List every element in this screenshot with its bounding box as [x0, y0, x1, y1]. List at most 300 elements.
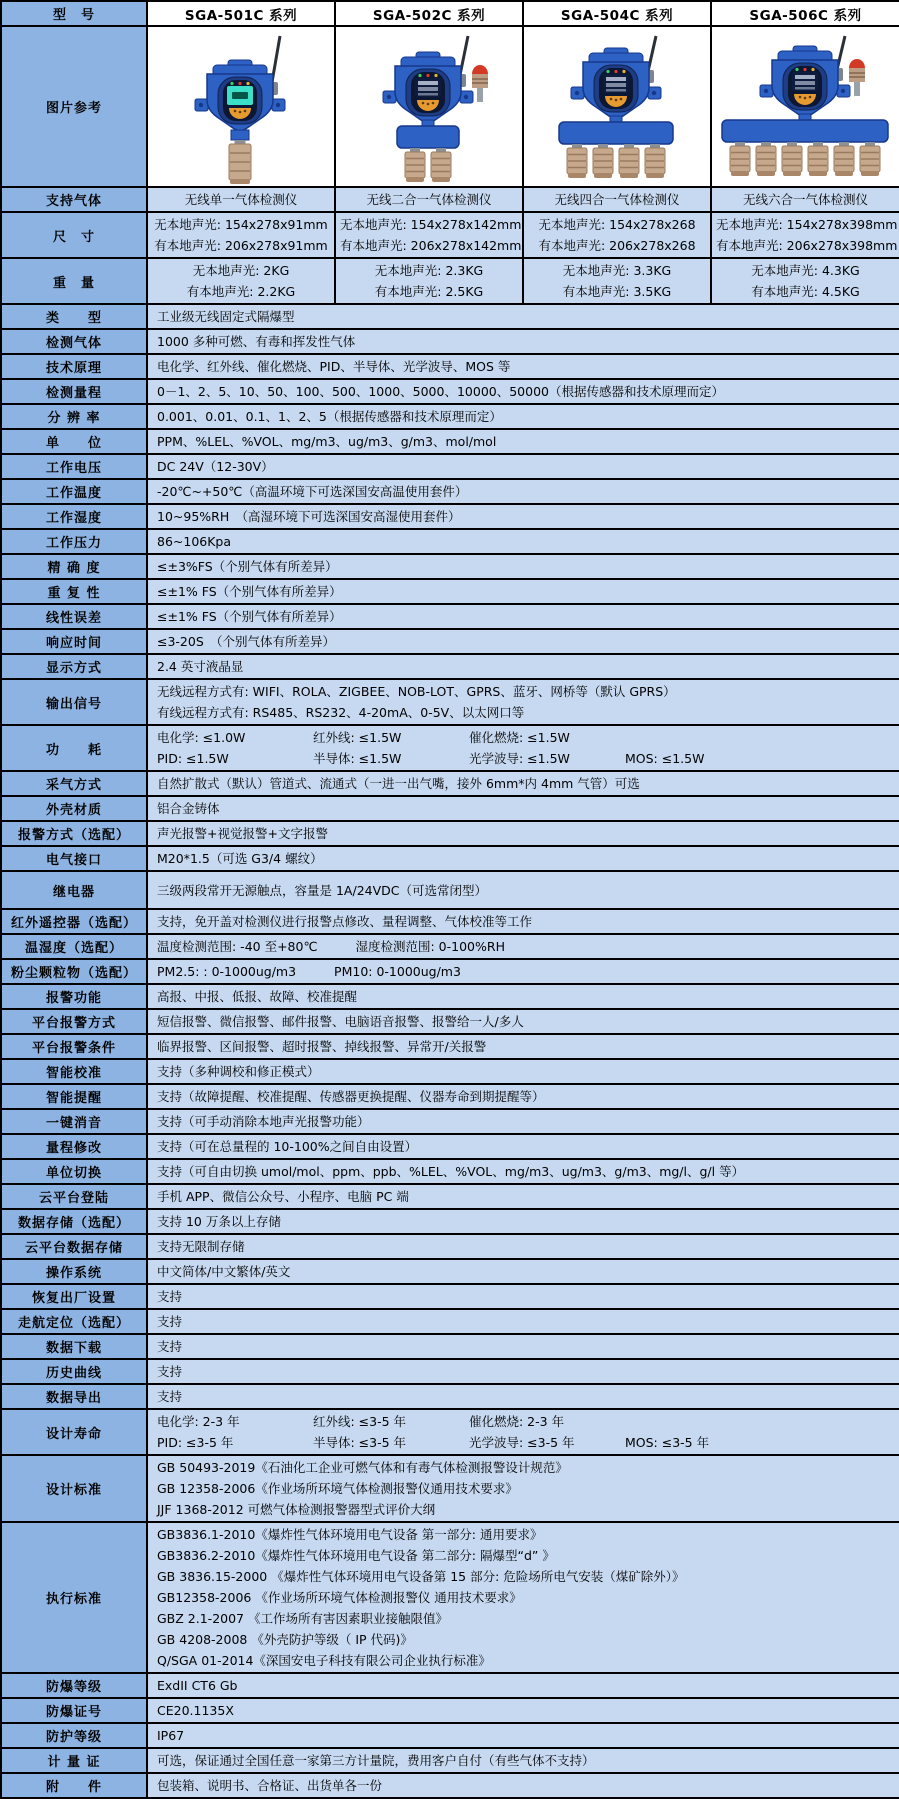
spec-value-cell	[335, 212, 523, 258]
column-row	[1, 258, 899, 304]
device-image-cell	[335, 26, 523, 187]
spec-value-cell	[147, 1359, 899, 1384]
spec-row	[1, 404, 899, 429]
value-line: ExdII CT6 Gb	[157, 1678, 238, 1693]
device-image-cell	[711, 26, 899, 187]
spec-row	[1, 1334, 899, 1359]
spec-value-cell	[147, 679, 899, 725]
value-line: GB3836.1-2010《爆炸性气体环境用电气设备 第一部分: 通用要求》	[157, 1527, 543, 1542]
sensor-head-icon	[405, 148, 425, 182]
value-line: 支持	[157, 1339, 183, 1354]
sensor-head-icon	[834, 142, 854, 176]
value-line: ≤±1% FS（个别气体有所差异）	[157, 584, 342, 599]
value-line: -20℃~+50℃（高温环境下可选深国安高温使用套件）	[157, 484, 468, 499]
value-segment: 红外线: ≤1.5W	[313, 730, 402, 745]
manifold-bar	[397, 126, 459, 148]
spec-value-cell	[147, 454, 899, 479]
value-line	[157, 748, 890, 769]
spec-row	[1, 1234, 899, 1259]
value-line: 无本地声光: 154x278x142mm	[340, 217, 522, 232]
spec-value-cell	[147, 959, 899, 984]
value-line: 支持	[157, 1289, 183, 1304]
spec-label-cell: 一键消音	[1, 1109, 147, 1134]
alarm-beacon-icon	[472, 65, 488, 102]
spec-value-cell	[147, 1723, 899, 1748]
value-line: 铝合金铸体	[157, 801, 220, 816]
spec-value-cell	[147, 984, 899, 1009]
value-segment: 半导体: ≤1.5W	[313, 751, 402, 766]
value-segment: PM10: 0-1000ug/m3	[334, 964, 461, 979]
spec-value-cell	[523, 212, 711, 258]
value-segment: 催化燃烧: 2-3 年	[469, 1414, 565, 1429]
spec-row	[1, 1059, 899, 1084]
value-line: GB3836.2-2010《爆炸性气体环境用电气设备 第二部分: 隔爆型“d” 》	[157, 1548, 555, 1563]
spec-value-cell	[147, 821, 899, 846]
spec-label-cell: 平台报警条件	[1, 1034, 147, 1059]
value-line: 无本地声光: 2.3KG	[374, 263, 484, 278]
spec-value-cell	[147, 1455, 899, 1522]
sensor-head-icon	[619, 144, 639, 178]
value-line: 支持（可手动消除本地声光报警功能）	[157, 1114, 370, 1129]
value-line: 支持无限制存储	[157, 1239, 245, 1254]
spec-row	[1, 379, 899, 404]
spec-value-cell	[147, 771, 899, 796]
sensor-head-icon	[756, 142, 776, 176]
spec-value-cell	[147, 354, 899, 379]
value-line: 无本地声光: 4.3KG	[751, 263, 860, 278]
value-line: 手机 APP、微信公众号、小程序、电脑 PC 端	[157, 1189, 409, 1204]
spec-label-cell: 计 量 证	[1, 1748, 147, 1773]
spec-label-cell: 继电器	[1, 871, 147, 909]
value-segment: MOS: ≤1.5W	[625, 751, 705, 766]
spec-value-cell	[523, 258, 711, 304]
sensor-head-icon	[860, 142, 880, 176]
sensor-head-icon	[229, 140, 251, 184]
spec-row	[1, 821, 899, 846]
value-line: 自然扩散式（默认）管道式、流通式（一进一出气嘴，接外 6mm*内 4mm 气管）可选	[157, 776, 640, 791]
value-segment: 电化学: ≤1.0W	[157, 730, 246, 745]
spec-row	[1, 1309, 899, 1334]
spec-row	[1, 959, 899, 984]
spec-value-cell	[147, 934, 899, 959]
spec-value-cell	[147, 1334, 899, 1359]
spec-label-cell: 设计标准	[1, 1455, 147, 1522]
value-line: 支持（可自由切换 umol/mol、ppm、ppb、%LEL、%VOL、mg/m3、ug/m3、g/m3、mg/l、g/l 等）	[157, 1164, 745, 1179]
spec-row	[1, 479, 899, 504]
spec-row	[1, 304, 899, 329]
value-line: Q/SGA 01-2014《深国安电子科技有限公司企业执行标准》	[157, 1653, 491, 1668]
spec-row	[1, 1184, 899, 1209]
value-line: 10~95%RH （高湿环境下可选深国安高湿使用套件）	[157, 509, 461, 524]
value-line: 中文简体/中文繁体/英文	[157, 1264, 291, 1279]
spec-value-cell	[147, 554, 899, 579]
spec-label-cell: 走航定位（选配）	[1, 1309, 147, 1334]
value-line: 三级两段常开无源触点，容量是 1A/24VDC（可选常闭型）	[157, 882, 487, 898]
value-line: 无线远程方式有: WIFI、ROLA、ZIGBEE、NOB-LOT、GPRS、蓝牙、网桥等（默认 GPRS）	[157, 684, 676, 699]
model-header-cell: SGA-504C 系列	[523, 1, 711, 26]
value-line: GB12358-2006 《作业场所环境气体检测报警仪 通用技术要求》	[157, 1590, 522, 1605]
spec-value-cell	[147, 404, 899, 429]
value-line: 无本地声光: 154x278x91mm	[154, 217, 328, 232]
spec-value-cell	[147, 1059, 899, 1084]
spec-label-cell: 单 位	[1, 429, 147, 454]
spec-row	[1, 1034, 899, 1059]
value-segment: MOS: ≤3-5 年	[625, 1435, 710, 1450]
spec-row	[1, 1522, 899, 1673]
spec-value-cell	[147, 871, 899, 909]
column-row	[1, 187, 899, 212]
spec-label-cell: 分 辨 率	[1, 404, 147, 429]
value-line: 有本地声光: 206x278x268	[538, 238, 696, 253]
spec-value-cell	[147, 1184, 899, 1209]
spec-value-cell	[147, 1234, 899, 1259]
spec-row	[1, 1748, 899, 1773]
spec-label-cell: 报警功能	[1, 984, 147, 1009]
spec-label-cell: 云平台登陆	[1, 1184, 147, 1209]
spec-value-cell	[147, 1084, 899, 1109]
value-line: GB 12358-2006《作业场所环境气体检测报警仪通用技术要求》	[157, 1481, 518, 1496]
value-line	[157, 961, 890, 982]
value-line	[157, 1411, 890, 1432]
value-segment: 催化燃烧: ≤1.5W	[469, 730, 570, 745]
column-row	[1, 212, 899, 258]
spec-label-cell: 响应时间	[1, 629, 147, 654]
value-segment: 光学波导: ≤1.5W	[469, 751, 570, 766]
value-line: 无本地声光: 154x278x268	[538, 217, 696, 232]
sensor-head-icon	[593, 144, 613, 178]
spec-row	[1, 984, 899, 1009]
value-line: 工业级无线固定式隔爆型	[157, 309, 295, 324]
spec-value-cell	[147, 1773, 899, 1798]
spec-label-cell: 历史曲线	[1, 1359, 147, 1384]
spec-row	[1, 1359, 899, 1384]
value-line: 有本地声光: 206x278x398mm	[716, 238, 898, 253]
spec-row	[1, 1009, 899, 1034]
spec-value-cell	[147, 329, 899, 354]
spec-row	[1, 1698, 899, 1723]
spec-value-cell	[147, 1522, 899, 1673]
spec-value-cell	[147, 212, 335, 258]
spec-value-cell	[147, 379, 899, 404]
value-line: ≤±1% FS（个别气体有所差异）	[157, 609, 342, 624]
spec-row	[1, 629, 899, 654]
value-segment: 半导体: ≤3-5 年	[313, 1435, 407, 1450]
spec-value-cell	[147, 629, 899, 654]
spec-label-cell: 数据导出	[1, 1384, 147, 1409]
spec-label-cell: 电气接口	[1, 846, 147, 871]
value-line: 有本地声光: 4.5KG	[751, 284, 860, 299]
value-line: 无线二合一气体检测仪	[366, 192, 492, 207]
spec-label-cell: 红外遥控器（选配）	[1, 909, 147, 934]
value-line: 高报、中报、低报、故障、校准提醒	[157, 989, 358, 1004]
spec-row	[1, 579, 899, 604]
spec-value-cell	[147, 529, 899, 554]
value-line: 有本地声光: 2.5KG	[374, 284, 484, 299]
spec-row	[1, 1259, 899, 1284]
spec-row	[1, 1773, 899, 1798]
spec-row	[1, 1409, 899, 1455]
value-line: M20*1.5（可选 G3/4 螺纹）	[157, 851, 323, 866]
spec-label-cell: 检测气体	[1, 329, 147, 354]
value-line: 支持，免开盖对检测仪进行报警点修改、量程调整、气体校准等工作	[157, 914, 533, 929]
gas-detector-6in1	[713, 28, 899, 185]
spec-value-cell	[147, 909, 899, 934]
spec-value-cell	[335, 258, 523, 304]
value-line: 支持（故障提醒、校准提醒、传感器更换提醒、仪器寿命到期提醒等）	[157, 1089, 545, 1104]
spec-value-cell	[147, 846, 899, 871]
spec-label-cell: 外壳材质	[1, 796, 147, 821]
value-line: GB 50493-2019《石油化工企业可燃气体和有毒气体检测报警设计规范》	[157, 1460, 568, 1475]
value-line: 有本地声光: 206x278x91mm	[154, 238, 328, 253]
spec-row	[1, 1109, 899, 1134]
spec-row	[1, 1159, 899, 1184]
value-line: 有本地声光: 2.2KG	[186, 284, 296, 299]
spec-value-cell	[147, 1698, 899, 1723]
value-line	[157, 1432, 890, 1453]
manifold-bar	[559, 122, 673, 144]
spec-row	[1, 909, 899, 934]
spec-label-cell: 平台报警方式	[1, 1009, 147, 1034]
spec-row	[1, 529, 899, 554]
spec-value-cell	[147, 187, 335, 212]
alarm-beacon-icon	[849, 59, 865, 96]
spec-value-cell	[147, 1284, 899, 1309]
value-line: 无本地声光: 3.3KG	[562, 263, 672, 278]
model-header-cell: SGA-501C 系列	[147, 1, 335, 26]
spec-label-cell: 智能提醒	[1, 1084, 147, 1109]
value-line: 2.4 英寸液晶显	[157, 659, 244, 674]
spec-label-cell: 粉尘颗粒物（选配）	[1, 959, 147, 984]
spec-value-cell	[147, 429, 899, 454]
spec-row	[1, 504, 899, 529]
spec-value-cell	[147, 579, 899, 604]
value-line: GB 4208-2008 《外壳防护等级（ IP 代码)》	[157, 1632, 413, 1647]
spec-row	[1, 1723, 899, 1748]
header-row	[1, 1, 899, 26]
model-column-label: 型 号	[1, 1, 147, 26]
value-segment: PM2.5: : 0-1000ug/m3	[157, 964, 297, 979]
sensor-head-icon	[645, 144, 665, 178]
spec-label-cell: 数据下载	[1, 1334, 147, 1359]
value-line: 支持	[157, 1364, 183, 1379]
value-line: IP67	[157, 1728, 185, 1743]
spec-label-cell: 工作温度	[1, 479, 147, 504]
model-header-cell: SGA-502C 系列	[335, 1, 523, 26]
spec-row	[1, 1384, 899, 1409]
value-line: 包装箱、说明书、合格证、出货单各一份	[157, 1778, 383, 1793]
spec-label-cell: 工作电压	[1, 454, 147, 479]
spec-value-cell	[147, 304, 899, 329]
spec-row	[1, 679, 899, 725]
model-header-cell: SGA-506C 系列	[711, 1, 899, 26]
spec-value-cell	[147, 1209, 899, 1234]
value-line: 支持	[157, 1314, 183, 1329]
value-line: 无本地声光: 2KG	[192, 263, 290, 278]
value-segment: PID: ≤1.5W	[157, 751, 229, 766]
spec-row	[1, 329, 899, 354]
value-line: 0－1、2、5、10、50、100、500、1000、5000、10000、50000（根据传感器和技术原理而定）	[157, 384, 724, 399]
spec-value-cell	[147, 604, 899, 629]
spec-value-cell	[147, 1748, 899, 1773]
value-segment: 红外线: ≤3-5 年	[313, 1414, 407, 1429]
spec-value-cell	[147, 1134, 899, 1159]
sensor-head-icon	[730, 142, 750, 176]
spec-label-cell: 单位切换	[1, 1159, 147, 1184]
value-line: 支持（可在总量程的 10-100%之间自由设置）	[157, 1139, 418, 1154]
value-line: GBZ 2.1-2007 《工作场所有害因素职业接触限值》	[157, 1611, 448, 1626]
spec-row	[1, 846, 899, 871]
spec-value-cell	[147, 654, 899, 679]
value-line: 电化学、红外线、催化燃烧、PID、半导体、光学波导、MOS 等	[157, 359, 511, 374]
spec-row	[1, 429, 899, 454]
spec-row	[1, 604, 899, 629]
spec-row	[1, 934, 899, 959]
value-line: ≤±3%FS（个别气体有所差异）	[157, 559, 338, 574]
spec-label-cell: 报警方式（选配）	[1, 821, 147, 846]
value-line: JJF 1368-2012 可燃气体检测报警器型式评价大纲	[157, 1502, 436, 1517]
device-image-cell	[523, 26, 711, 187]
spec-row	[1, 454, 899, 479]
spec-value-cell	[147, 1384, 899, 1409]
value-line: ≤3-20S （个别气体有所差异）	[157, 634, 336, 649]
value-line: 声光报警+视觉报警+文字报警	[157, 826, 328, 841]
spec-row	[1, 554, 899, 579]
spec-value-cell	[711, 258, 899, 304]
spec-row	[1, 771, 899, 796]
spec-value-cell	[147, 1409, 899, 1455]
spec-row	[1, 1084, 899, 1109]
spec-value-cell	[147, 258, 335, 304]
spec-label-cell: 防护等级	[1, 1723, 147, 1748]
spec-value-cell	[147, 1259, 899, 1284]
spec-label-cell: 功 耗	[1, 725, 147, 771]
spec-row	[1, 1134, 899, 1159]
value-line: GB 3836.15-2000 《爆炸性气体环境用电气设备第 15 部分: 危险场所电气安装（煤矿除外）》	[157, 1569, 685, 1584]
value-line: DC 24V（12-30V）	[157, 459, 274, 474]
value-line: 1000 多种可燃、有毒和挥发性气体	[157, 334, 356, 349]
spec-label-cell: 支持气体	[1, 187, 147, 212]
spec-label-cell: 附 件	[1, 1773, 147, 1798]
value-line: CE20.1135X	[157, 1703, 234, 1718]
spec-row	[1, 654, 899, 679]
spec-label-cell: 尺 寸	[1, 212, 147, 258]
value-line: 有本地声光: 206x278x142mm	[340, 238, 522, 253]
spec-value-cell	[523, 187, 711, 212]
sensor-head-icon	[431, 148, 451, 182]
spec-label-cell: 工作湿度	[1, 504, 147, 529]
value-segment: 光学波导: ≤3-5 年	[469, 1435, 575, 1450]
manifold-bar	[722, 120, 888, 142]
spec-label-cell: 恢复出厂设置	[1, 1284, 147, 1309]
value-line: 支持 10 万条以上存储	[157, 1214, 281, 1229]
spec-label-cell: 温湿度（选配）	[1, 934, 147, 959]
value-line: 无线四合一气体检测仪	[554, 192, 680, 207]
value-line: 无本地声光: 154x278x398mm	[716, 217, 898, 232]
spec-label-cell: 设计寿命	[1, 1409, 147, 1455]
spec-label-cell: 类 型	[1, 304, 147, 329]
value-line: PPM、%LEL、%VOL、mg/m3、ug/m3、g/m3、mol/mol	[157, 434, 497, 449]
spec-value-cell	[147, 725, 899, 771]
spec-value-cell	[147, 1109, 899, 1134]
image-row	[1, 26, 899, 187]
spec-label-cell: 量程修改	[1, 1134, 147, 1159]
spec-value-cell	[147, 479, 899, 504]
spec-label-cell: 工作压力	[1, 529, 147, 554]
spec-value-cell	[711, 212, 899, 258]
value-line: 无线六合一气体检测仪	[742, 192, 868, 207]
spec-label-cell: 重 量	[1, 258, 147, 304]
spec-label-cell: 重 复 性	[1, 579, 147, 604]
spec-value-cell	[147, 1309, 899, 1334]
spec-label-cell: 检测量程	[1, 379, 147, 404]
value-line: 无线单一气体检测仪	[184, 192, 298, 207]
value-line: 支持（多种调校和修正模式）	[157, 1064, 320, 1079]
device-image-cell	[147, 26, 335, 187]
spec-row	[1, 796, 899, 821]
sensor-head-icon	[567, 144, 587, 178]
sensor-head-icon	[782, 142, 802, 176]
value-segment: 湿度检测范围: 0-100%RH	[355, 939, 505, 954]
spec-value-cell	[147, 1009, 899, 1034]
spec-label-cell: 精 确 度	[1, 554, 147, 579]
spec-label-cell: 云平台数据存储	[1, 1234, 147, 1259]
spec-value-cell	[711, 187, 899, 212]
spec-label-cell: 显示方式	[1, 654, 147, 679]
spec-table-body	[1, 1, 899, 1798]
spec-row	[1, 1673, 899, 1698]
sensor-head-icon	[808, 142, 828, 176]
value-line: 支持	[157, 1389, 183, 1404]
value-line	[157, 727, 890, 748]
spec-value-cell	[335, 187, 523, 212]
value-line: 86~106Kpa	[157, 534, 232, 549]
value-segment: 电化学: 2-3 年	[157, 1414, 240, 1429]
spec-row	[1, 1455, 899, 1522]
gas-detector-4in1	[524, 28, 710, 185]
spec-value-cell	[147, 796, 899, 821]
spec-label-cell: 采气方式	[1, 771, 147, 796]
spec-row	[1, 354, 899, 379]
spec-value-cell	[147, 1673, 899, 1698]
spec-row	[1, 725, 899, 771]
spec-value-cell	[147, 504, 899, 529]
value-segment: PID: ≤3-5 年	[157, 1435, 234, 1450]
spec-label-cell: 执行标准	[1, 1522, 147, 1673]
value-line: 有线远程方式有: RS485、RS232、4-20mA、0-5V、以太网口等	[157, 705, 525, 720]
spec-row	[1, 1209, 899, 1234]
spec-label-cell: 防爆证号	[1, 1698, 147, 1723]
spec-value-cell	[147, 1159, 899, 1184]
spec-value-cell	[147, 1034, 899, 1059]
value-segment: 温度检测范围: -40 至+80℃	[157, 939, 318, 954]
value-line: 0.001、0.01、0.1、1、2、5（根据传感器和技术原理而定）	[157, 409, 502, 424]
spec-label-cell: 智能校准	[1, 1059, 147, 1084]
spec-label-cell: 线性误差	[1, 604, 147, 629]
gas-detector-2in1	[336, 28, 522, 185]
gas-detector-single	[148, 28, 334, 185]
spec-label-cell: 输出信号	[1, 679, 147, 725]
value-line: 临界报警、区间报警、超时报警、掉线报警、异常开/关报警	[157, 1039, 487, 1054]
value-line: 短信报警、微信报警、邮件报警、电脑语音报警、报警给一人/多人	[157, 1014, 524, 1029]
spec-row	[1, 871, 899, 909]
spec-label-cell: 防爆等级	[1, 1673, 147, 1698]
value-line	[157, 936, 890, 957]
spec-label-cell: 技术原理	[1, 354, 147, 379]
image-row-label: 图片参考	[1, 26, 147, 187]
spec-row	[1, 1284, 899, 1309]
spec-label-cell: 操作系统	[1, 1259, 147, 1284]
value-line: 可选，保证通过全国任意一家第三方计量院，费用客户自付（有些气体不支持）	[157, 1753, 595, 1768]
